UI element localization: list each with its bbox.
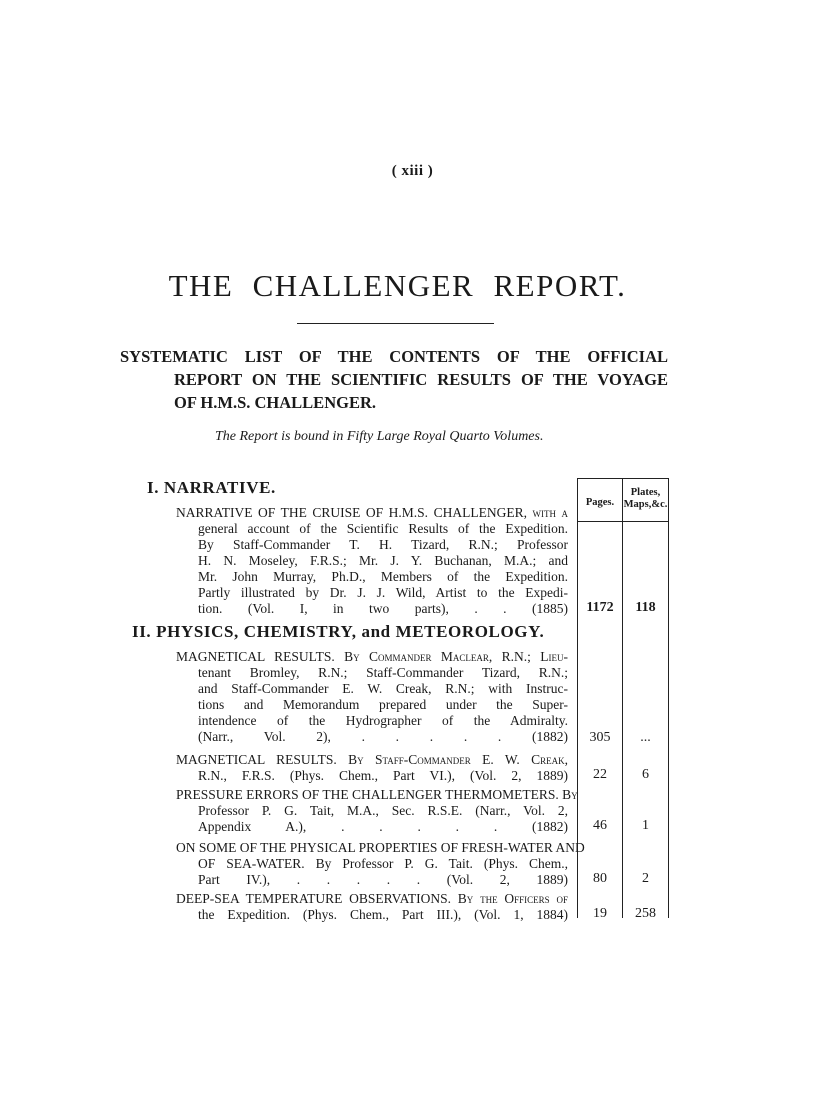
plates-count: 258 — [635, 906, 656, 921]
entry-line: Part IV.), . . . . . (Vol. 2, 1889) — [198, 872, 568, 887]
report-subtitle — [120, 345, 668, 414]
entry-line: the Expedition. (Phys. Chem., Part III.), (Vol. 1, 1884) — [198, 907, 568, 922]
pages-count: 46 — [593, 818, 607, 833]
plates-column-header — [623, 487, 668, 511]
entry-line: general account of the Scientific Results of the Expedition. — [198, 521, 568, 536]
entry-line: Mr. John Murray, Ph.D., Members of the Expedition. — [198, 569, 568, 584]
entry-line: Professor P. G. Tait, M.A., Sec. R.S.E. (Narr., Vol. 2, — [198, 803, 568, 818]
entry-line-text: PRESSURE ERRORS OF THE CHALLENGER THERMOMETERS. By — [176, 787, 578, 802]
entry-line — [176, 649, 568, 665]
entry-line-text: DEEP-SEA TEMPERATURE OBSERVATIONS. By the Officers of — [176, 891, 568, 906]
entry-physical-properties — [176, 840, 585, 888]
pages-count: 22 — [593, 767, 607, 782]
subtitle-line: REPORT ON THE SCIENTIFIC RESULTS OF THE VOYAGE — [174, 370, 668, 389]
section-heading-physics: II. PHYSICS, CHEMISTRY, and METEOROLOGY. — [132, 622, 545, 641]
pages-column-header: Pages. — [585, 497, 615, 508]
pages-count: 19 — [593, 906, 607, 921]
subtitle-line: SYSTEMATIC LIST OF THE CONTENTS OF THE OFFICIAL — [120, 347, 668, 366]
entry-line: tions and Memorandum prepared under the Super- — [198, 697, 568, 712]
table-top-rule — [577, 478, 669, 479]
entry-line: Partly illustrated by Dr. J. J. Wild, Artist to the Expedi- — [198, 585, 568, 600]
pages-count: 1172 — [586, 600, 614, 615]
entry-line: tion. (Vol. I, in two parts), . . (1885) — [198, 601, 568, 616]
entry-line — [176, 505, 568, 521]
entry-line-text: MAGNETICAL RESULTS. By Staff-Commander E. W. Creak, — [176, 752, 568, 767]
entry-magnetical-results-1889 — [176, 752, 568, 784]
entry-line: Appendix A.), . . . . . (1882) — [198, 819, 568, 834]
report-title: THE CHALLENGER REPORT. — [168, 268, 627, 303]
title-divider — [297, 323, 494, 324]
subtitle-line: OF H.M.S. CHALLENGER. — [174, 393, 376, 412]
plates-count: 1 — [642, 818, 649, 833]
table-middle-rule — [622, 478, 623, 918]
entry-line-text: MAGNETICAL RESULTS. By Commander Maclear, R.N.; Lieu- — [176, 649, 568, 664]
entry-line — [176, 752, 568, 768]
entry-line — [176, 787, 578, 803]
entry-line — [176, 840, 585, 856]
entry-magnetical-results-1882 — [176, 649, 568, 745]
entry-line: OF SEA-WATER. By Professor P. G. Tait. (Phys. Chem., — [198, 856, 568, 871]
table-header-rule — [577, 521, 669, 522]
entry-line: H. N. Moseley, F.R.S.; Mr. J. Y. Buchanan, M.A.; and — [198, 553, 568, 568]
plates-count: ... — [640, 730, 651, 745]
plates-count: 118 — [635, 600, 656, 615]
plates-count: 6 — [642, 767, 649, 782]
binding-note: The Report is bound in Fifty Large Royal Quarto Volumes. — [215, 429, 544, 444]
entry-line: and Staff-Commander E. W. Creak, R.N.; with Instruc- — [198, 681, 568, 696]
entry-deep-sea-temperature — [176, 891, 568, 923]
plates-header-line1: Plates, — [630, 487, 661, 498]
section-heading-narrative: I. NARRATIVE. — [147, 478, 276, 497]
entry-pressure-errors — [176, 787, 578, 835]
entry-line-text: NARRATIVE OF THE CRUISE OF H.M.S. CHALLENGER, with a — [176, 505, 568, 520]
entry-narrative-cruise — [176, 505, 568, 617]
entry-line: (Narr., Vol. 2), . . . . . (1882) — [198, 729, 568, 744]
entry-line: intendence of the Hydrographer of the Admiralty. — [198, 713, 568, 728]
plates-header-line2: Maps,&c. — [623, 499, 668, 510]
table-right-rule — [668, 478, 669, 918]
entry-line — [176, 891, 568, 907]
pages-count: 305 — [589, 730, 611, 745]
page-number: ( xiii ) — [391, 163, 434, 179]
entry-line: R.N., F.R.S. (Phys. Chem., Part VI.), (Vol. 2, 1889) — [198, 768, 568, 783]
plates-count: 2 — [642, 871, 649, 886]
entry-line-text: ON SOME OF THE PHYSICAL PROPERTIES OF FRESH-WATER AND — [176, 840, 585, 855]
entry-line: By Staff-Commander T. H. Tizard, R.N.; Professor — [198, 537, 568, 552]
pages-count: 80 — [593, 871, 607, 886]
entry-line: tenant Bromley, R.N.; Staff-Commander Tizard, R.N.; — [198, 665, 568, 680]
